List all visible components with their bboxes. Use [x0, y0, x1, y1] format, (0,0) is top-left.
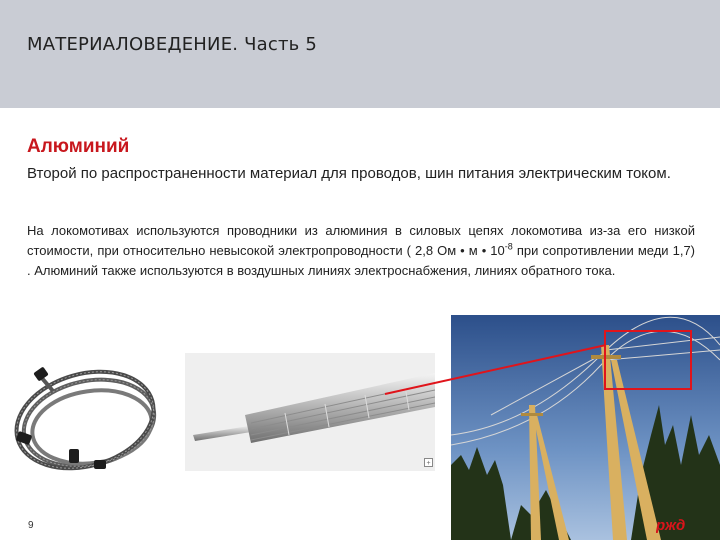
svg-text:ржд: ржд: [656, 517, 686, 534]
page-number: 9: [28, 520, 34, 531]
power-line-photo: [451, 315, 720, 540]
slide-title: МАТЕРИАЛОВЕДЕНИЕ. Часть 5: [27, 34, 318, 55]
intro-text: Второй по распространенности материал для проводов, шин питания электрическим током.: [27, 165, 671, 182]
body-text: [27, 221, 695, 281]
body-text-exponent: -8: [504, 241, 513, 252]
rzd-logo: [656, 516, 692, 534]
zoom-icon[interactable]: +: [424, 458, 433, 467]
body-text-part1: На локомотивах используются проводники из алюминия в силовых цепях локомотива из-за его низкой стоимости, при относительно невысокой электропроводности ( 2,8 Ом • м • 10: [27, 223, 695, 258]
cable-coil-photo: [9, 355, 169, 490]
aluminium-wire-photo: [185, 353, 435, 471]
header-band: [0, 0, 720, 108]
section-heading: Алюминий: [27, 136, 130, 157]
body-text-part2: при сопротивлении меди 1,7) . Алюминий также используются в воздушных линиях электроснабжения, линиях обратного тока.: [27, 243, 696, 278]
